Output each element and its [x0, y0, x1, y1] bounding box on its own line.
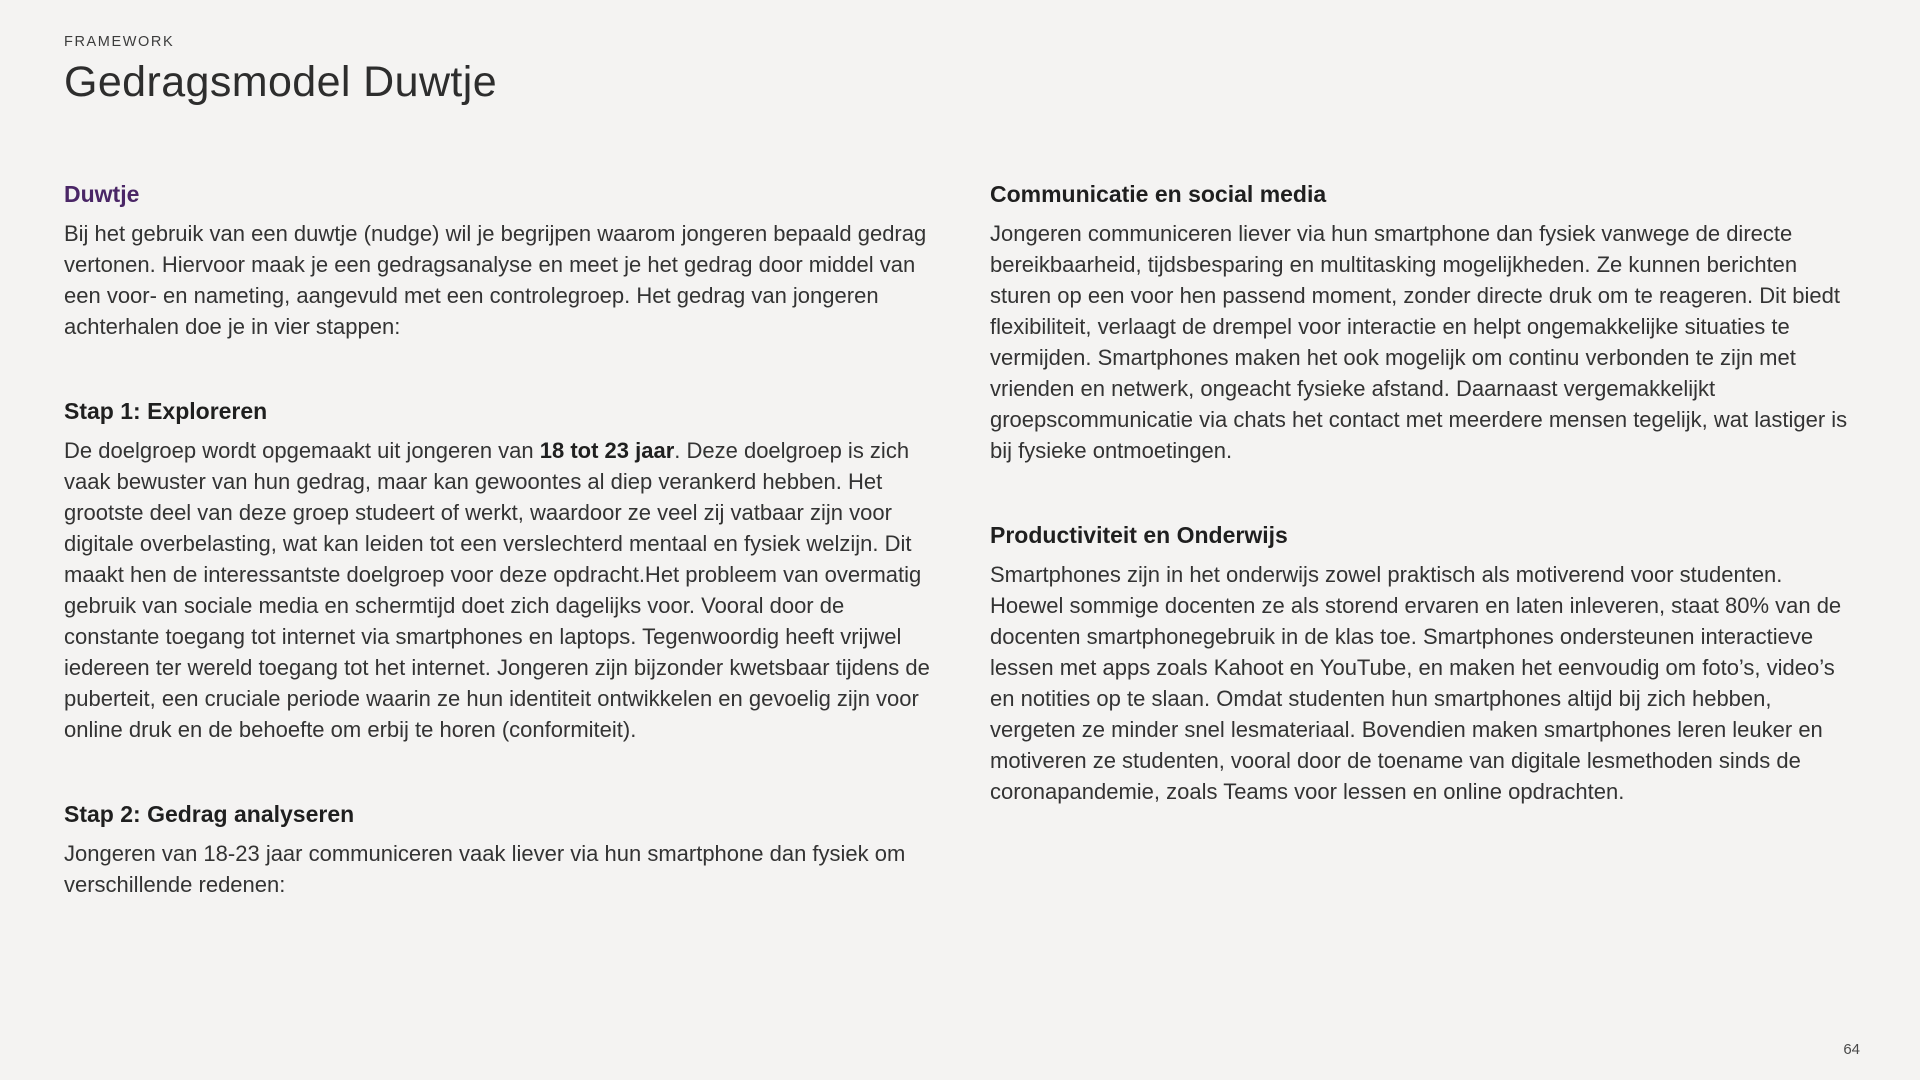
section-step2: [64, 799, 930, 900]
content-columns: [64, 179, 1856, 954]
section-heading-productiviteit: Productiviteit en Onderwijs: [990, 522, 1288, 549]
right-column: [990, 179, 1856, 954]
section-productiviteit: [990, 520, 1856, 807]
section-duwtje: [64, 179, 930, 342]
step1-text-after-bold: . Deze doelgroep is zich vaak bewuster van hun gedrag, maar kan gewoontes al diep verankerd hebben. Het grootste deel van deze groep studeert of werkt, waardoor ze veel zij vatbaar zijn voor digitale overbelasting, wat kan leiden tot een verslechterd mentaal en fysiek welzijn. Dit maakt hen de interessantste doelgroep voor deze opdracht.Het probleem van overmatig gebruik van sociale media en schermtijd doet zich dagelijks voor. Vooral door de constante toegang tot internet via smartphones en laptops. Tegenwoordig heeft vrijwel iedereen ter wereld toegang tot het internet. Jongeren zijn bijzonder kwetsbaar tijdens de puberteit, een cruciale periode waarin ze hun identiteit ontwikkelen en gevoelig zijn voor online druk en de behoefte om erbij te horen (conformiteit).: [64, 438, 930, 743]
section-heading-step2: Stap 2: Gedrag analyseren: [64, 801, 355, 828]
page-number: 64: [1843, 1041, 1860, 1058]
section-body-step2: Jongeren van 18-23 jaar communiceren vaak liever via hun smartphone dan fysiek om verschillende redenen:: [64, 841, 906, 898]
left-column: [64, 179, 930, 954]
eyebrow-label: FRAMEWORK: [64, 34, 175, 50]
section-body-step1: [64, 435, 930, 745]
section-heading-communicatie: Communicatie en social media: [990, 181, 1327, 208]
section-step1: [64, 396, 930, 745]
section-body-duwtje: Bij het gebruik van een duwtje (nudge) wil je begrijpen waarom jongeren bepaald gedrag vertonen. Hiervoor maak je een gedragsanalyse en meet je het gedrag door middel van een voor- en nameting, aangevuld met een controlegroep. Het gedrag van jongeren achterhalen doe je in vier stappen:: [64, 221, 927, 340]
section-body-communicatie: Jongeren communiceren liever via hun smartphone dan fysiek vanwege de directe bereikbaarheid, tijdsbesparing en multitasking mogelijkheden. Ze kunnen berichten sturen op een voor hen passend moment, zonder directe druk om te reageren. Dit biedt flexibiliteit, verlaagt de drempel voor interactie en helpt ongemakkelijke situaties te vermijden. Smartphones maken het ook mogelijk om continu verbonden te zijn met vrienden en netwerk, ongeacht fysieke afstand. Daarnaast vergemakkelijkt groepscommunicatie via chats het contact met meerdere mensen tegelijk, wat lastiger is bij fysieke ontmoetingen.: [990, 221, 1848, 464]
section-body-productiviteit: Smartphones zijn in het onderwijs zowel praktisch als motiverend voor studenten. Hoewel sommige docenten ze als storend ervaren en laten inleveren, staat 80% van de docenten smartphonegebruik in de klas toe. Smartphones ondersteunen interactieve lessen met apps zoals Kahoot en YouTube, en maken het eenvoudig om foto’s, video’s en notities op te slaan. Omdat studenten hun smartphones altijd bij zich hebben, vergeten ze minder snel lesmateriaal. Bovendien maken smartphones leren leuker en motiveren ze studenten, vooral door de toename van digitale lesmethoden sinds de coronapandemie, zoals Teams voor lessen en online opdrachten.: [990, 562, 1842, 805]
section-communicatie: [990, 179, 1856, 466]
section-heading-step1: Stap 1: Exploreren: [64, 398, 268, 425]
step1-bold-age-range: 18 tot 23 jaar: [539, 438, 675, 464]
section-heading-duwtje: Duwtje: [64, 181, 140, 208]
slide-header: [64, 34, 1856, 107]
page-title: Gedragsmodel Duwtje: [64, 58, 498, 106]
step1-text-before-bold: De doelgroep wordt opgemaakt uit jongeren van: [64, 438, 540, 464]
